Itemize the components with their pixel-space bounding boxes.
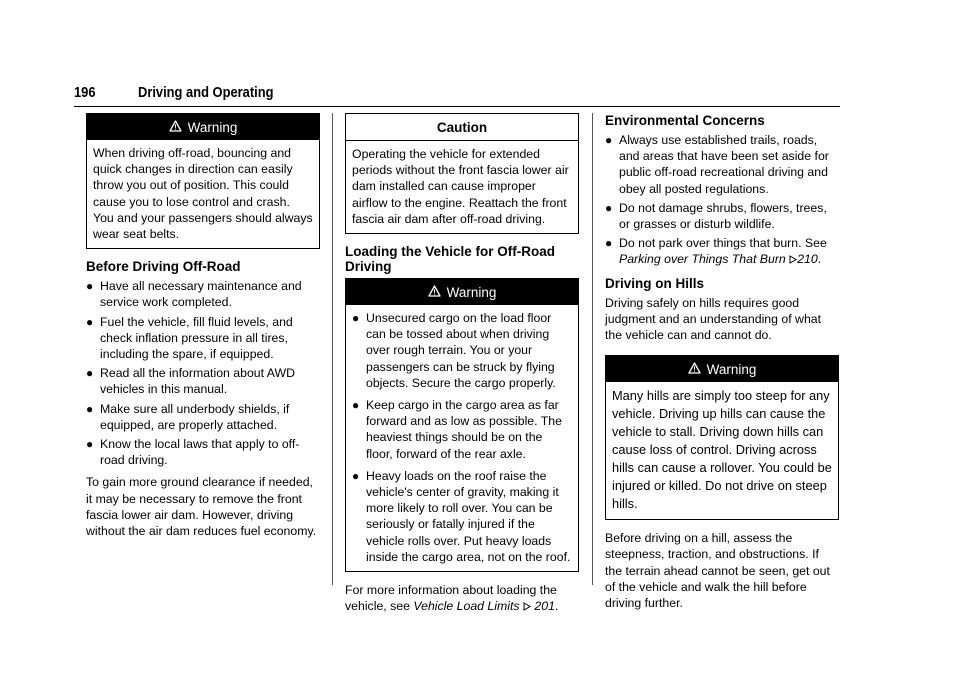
page-ref-icon	[523, 599, 534, 613]
list-item	[605, 235, 839, 267]
heading-loading-vehicle: Loading the Vehicle for Off-Road Driving	[345, 244, 556, 275]
list-item-text: Have all necessary maintenance and service work completed.	[100, 279, 302, 310]
list-item-text: Fuel the vehicle, fill fluid levels, and check inflation pressure in all tires, including the spare, if equipped.	[100, 314, 293, 362]
warning-title: Warning	[706, 361, 757, 377]
bullet-dot-icon: ●	[605, 236, 613, 251]
ground-clearance-paragraph: To gain more ground clearance if needed, it may be necessary to remove the front fascia lower air dam. However, driving without the air dam reduces fuel economy.	[86, 475, 317, 539]
warning-triangle-icon	[428, 285, 441, 300]
hills-intro-paragraph: Driving safely on hills requires good judgment and an understanding of what the vehicle can and cannot do.	[605, 295, 822, 343]
warning-title: Warning	[187, 119, 238, 135]
bullet-dot-icon: ●	[86, 401, 94, 416]
warning-triangle-icon	[169, 120, 182, 135]
list-item	[86, 401, 320, 433]
heading-before-driving: Before Driving Off-Road	[86, 259, 241, 275]
bullet-dot-icon: ●	[352, 398, 360, 413]
warning-box-cargo	[345, 278, 579, 572]
page-header	[74, 82, 840, 107]
list-item-text: Keep cargo in the cargo area as far forward and as low as possible. The heaviest things should be on the floor, forward of the rear axle.	[366, 398, 562, 461]
page-ref-number[interactable]: 210	[797, 252, 818, 267]
load-limits-paragraph	[345, 582, 579, 614]
list-item-text: Do not park over things that burn. See	[619, 236, 827, 251]
cargo-warning-list	[352, 310, 572, 565]
warning-triangle-icon	[688, 362, 701, 377]
bullet-dot-icon: ●	[86, 279, 94, 294]
page-number: 196	[74, 84, 96, 101]
list-item	[352, 310, 572, 391]
before-driving-list	[86, 278, 320, 468]
column-2	[345, 113, 579, 620]
section-title: Driving and Operating	[138, 84, 274, 101]
list-item	[86, 314, 320, 363]
column-divider	[592, 113, 593, 585]
paragraph-suffix: .	[554, 599, 559, 614]
list-item-text: Know the local laws that apply to off-road driving.	[100, 437, 300, 468]
warning-box-steep-hills	[605, 355, 839, 520]
page-ref-icon	[789, 252, 797, 266]
list-item	[86, 436, 320, 468]
list-item-text: Heavy loads on the roof raise the vehicle's center of gravity, making it more likely to roll over. You can be seriously or fatally injured if the vehicle rolls over. Put heavy loads inside the cargo area, not on the roof.	[366, 468, 571, 564]
heading-environmental: Environmental Concerns	[605, 113, 765, 128]
bullet-dot-icon: ●	[605, 200, 613, 215]
list-item	[605, 200, 839, 232]
warning-text: Many hills are simply too steep for any vehicle. Driving up hills can cause the vehicle to stall. Driving down hills can cause loss of control. Driving across hills can cause a rollover. You could be injured or killed. Do not drive on steep hills.	[612, 388, 832, 512]
caution-title: Caution	[436, 119, 488, 135]
bullet-dot-icon: ●	[605, 133, 613, 147]
list-item	[352, 397, 572, 462]
warning-header	[87, 114, 319, 140]
list-item	[352, 468, 572, 565]
page-ref-number[interactable]: 201	[534, 599, 555, 614]
warning-body	[346, 305, 578, 571]
caution-header	[346, 114, 578, 141]
caution-text: Operating the vehicle for extended periods without the front fascia lower air dam installed can cause improper airflow to the engine. Reattach the front fascia air dam after off-road driving.	[352, 147, 569, 226]
column-divider	[332, 113, 333, 585]
bullet-dot-icon: ●	[352, 468, 360, 483]
parking-link[interactable]: Parking over Things That Burn	[619, 252, 786, 267]
heading-driving-hills: Driving on Hills	[605, 275, 705, 291]
bullet-dot-icon: ●	[86, 437, 94, 452]
warning-header	[606, 356, 838, 382]
column-1	[86, 113, 320, 545]
list-item-text: Always use established trails, roads, and areas that have been set aside for public off-road recreational driving and obey all posted regulations.	[619, 133, 829, 196]
assess-hill-paragraph: Before driving on a hill, assess the steepness, traction, and obstructions. If the terrain ahead cannot be seen, get out of the vehicle and walk the hill before driving further.	[605, 531, 830, 611]
list-item	[86, 365, 320, 397]
warning-header	[346, 279, 578, 305]
warning-text: When driving off-road, bouncing and quick changes in direction can easily throw you out of position. This could cause you to lose control and crash. You and your passengers should always wear seat belts.	[93, 146, 313, 242]
bullet-dot-icon: ●	[352, 311, 360, 326]
warning-title: Warning	[446, 284, 497, 300]
load-limits-link[interactable]: Vehicle Load Limits	[413, 599, 520, 614]
column-3	[605, 113, 839, 617]
list-item-text: Make sure all underbody shields, if equipped, are properly attached.	[100, 401, 290, 432]
list-item-text: Unsecured cargo on the load floor can be tossed about when driving over rough terrain. You or your passengers can be struck by flying objects. Secure the cargo properly.	[366, 311, 556, 390]
caution-box-air-dam	[345, 113, 579, 234]
environmental-list	[605, 132, 839, 268]
list-item	[86, 278, 320, 310]
list-item-text: Read all the information about AWD vehicles in this manual.	[100, 366, 296, 397]
bullet-dot-icon: ●	[86, 366, 94, 381]
bullet-dot-icon: ●	[86, 314, 94, 329]
list-item-suffix: .	[817, 252, 822, 267]
list-item	[605, 132, 839, 197]
paragraph-text: For more information about loading the vehicle, see	[345, 583, 557, 614]
list-item-text: Do not damage shrubs, flowers, trees, or grasses or disturb wildlife.	[619, 200, 827, 232]
warning-box-seat-belts	[86, 113, 320, 249]
